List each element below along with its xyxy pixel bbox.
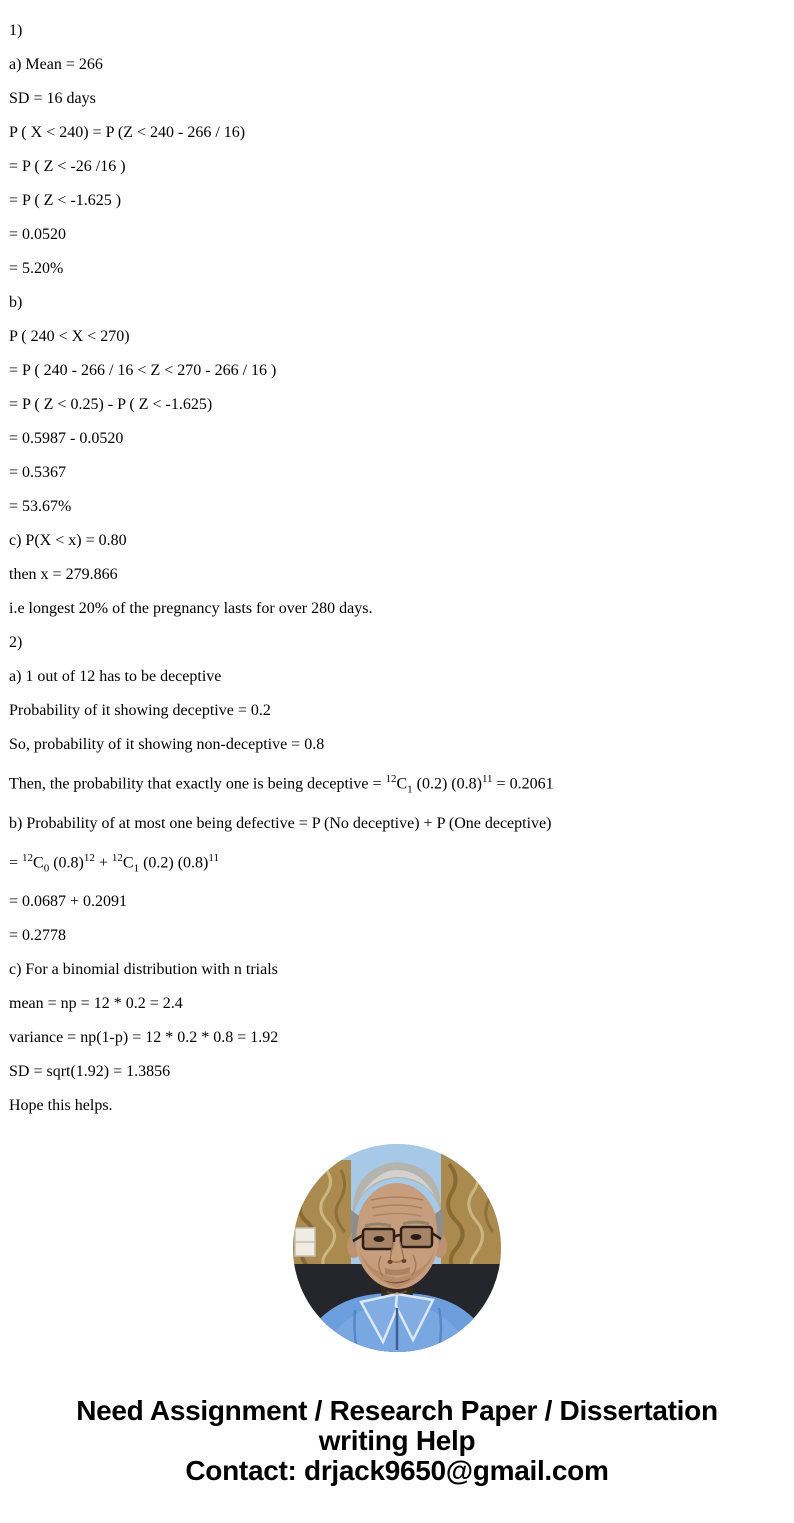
solution-line: c) For a binomial distribution with n trials xyxy=(9,961,278,979)
solution-line: = 0.0520 xyxy=(9,226,67,243)
solution-line: Probability of it showing deceptive = 0.2 xyxy=(9,702,271,719)
solution-line: variance = np(1-p) = 12 * 0.2 * 0.8 = 1.92 xyxy=(9,1029,279,1047)
solution-line: = 0.0687 + 0.2091 xyxy=(9,893,128,911)
solution-line: SD = 16 days xyxy=(9,90,96,107)
solution-line: a) Mean = 266 xyxy=(9,56,103,73)
solution-line: = P ( Z < -1.625 ) xyxy=(9,192,122,209)
solution-line: SD = sqrt(1.92) = 1.3856 xyxy=(9,1063,171,1081)
solution-line: a) 1 out of 12 has to be deceptive xyxy=(9,668,222,685)
solution-line: Hope this helps. xyxy=(9,1097,113,1115)
tutor-avatar xyxy=(293,1144,501,1352)
solution-line: P ( 240 < X < 270) xyxy=(9,328,130,345)
solution-line: = P ( 240 - 266 / 16 < Z < 270 - 266 / 16 ) xyxy=(9,362,277,379)
solution-line: mean = np = 12 * 0.2 = 2.4 xyxy=(9,995,183,1013)
avatar-container xyxy=(0,1144,794,1352)
solution-line: i.e longest 20% of the pregnancy lasts for over 280 days. xyxy=(9,600,373,617)
solution-line: 1) xyxy=(9,22,23,39)
solution-line: = 5.20% xyxy=(9,260,64,277)
banner-contact-email: Contact: drjack9650@gmail.com xyxy=(185,1455,609,1487)
solution-line: then x = 279.866 xyxy=(9,566,118,583)
help-banner xyxy=(0,1396,794,1486)
person-photo-icon xyxy=(293,1144,501,1352)
solution-text xyxy=(0,21,794,1116)
solution-line: = 53.67% xyxy=(9,498,72,515)
solution-line: = 0.2778 xyxy=(9,927,67,945)
solution-line: = 0.5367 xyxy=(9,464,67,481)
solution-line: Then, the probability that exactly one is being deceptive = $^{12}C_1$ (0.2) $(0.8)^{11} = 0.2061$ xyxy=(9,773,554,796)
solution-line: = P ( Z < 0.25) - P ( Z < -1.625) xyxy=(9,396,213,413)
solution-line: = 0.5987 - 0.0520 xyxy=(9,430,124,447)
solution-line: So, probability of it showing non-deceptive = 0.8 xyxy=(9,736,325,753)
solution-line: = P ( Z < -26 /16 ) xyxy=(9,158,126,175)
solution-line: b) Probability of at most one being defective = P (No deceptive) + P (One deceptive) xyxy=(9,814,552,832)
banner-line-2: writing Help xyxy=(318,1425,476,1457)
solution-line: P ( X < 240) = P (Z < 240 - 266 / 16) xyxy=(9,124,246,141)
solution-line: b) xyxy=(9,294,23,311)
banner-line-1: Need Assignment / Research Paper / Dissertation xyxy=(76,1395,718,1427)
solution-line: c) P(X < x) = 0.80 xyxy=(9,532,127,549)
solution-line: 2) xyxy=(9,634,23,651)
solution-line: = $^{12}C_0$ $(0.8)^{12} + ^{12}C_1$ (0.2) $(0.8)^{11}$ xyxy=(9,851,219,875)
